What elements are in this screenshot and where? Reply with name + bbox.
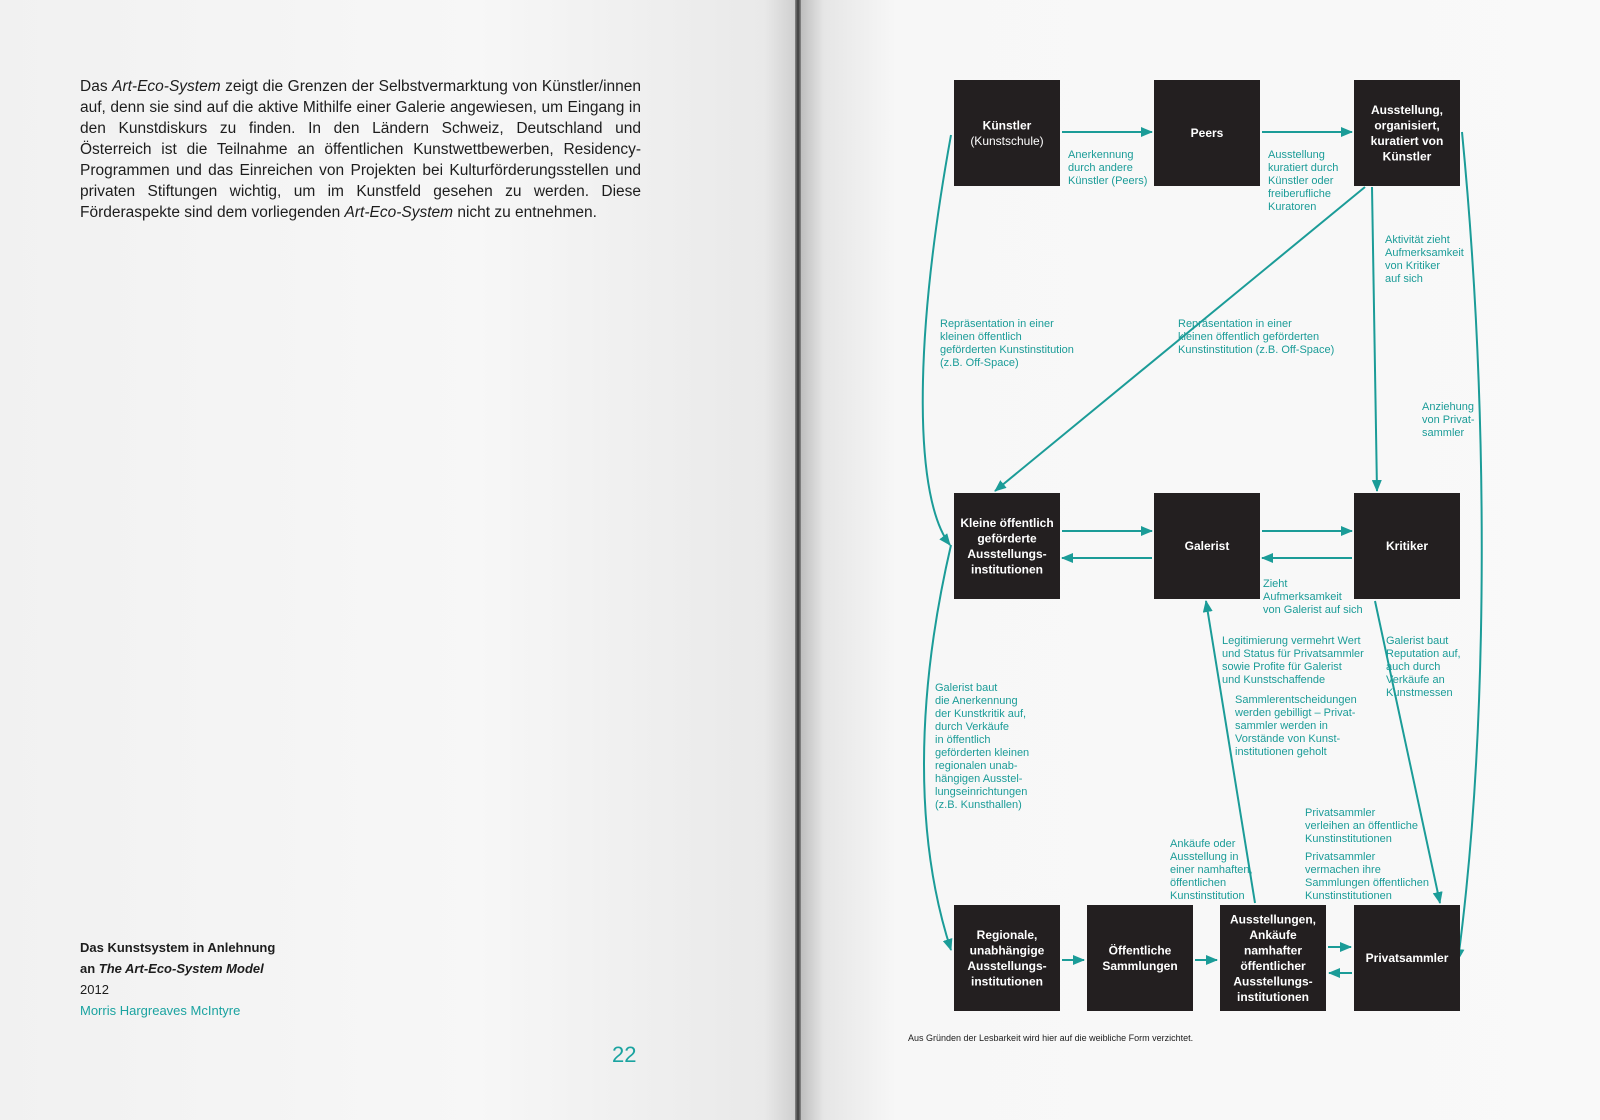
edge-label-line: kleinen öffentlich: [940, 331, 1022, 343]
edge-label-line: verleihen an öffentliche: [1305, 820, 1418, 832]
node-label-line: Kritiker: [1385, 539, 1429, 553]
node-galerist: [1154, 493, 1260, 599]
node-regionale: [954, 905, 1060, 1011]
caption-year: 2012: [80, 982, 109, 997]
edge-label-line: Sammlungen öffentlichen: [1305, 877, 1429, 889]
edge-label-line: Aktivität zieht: [1385, 234, 1450, 246]
node-label-line: organisiert,: [1374, 118, 1440, 133]
edge-label-line: von Kritiker: [1385, 260, 1441, 272]
caption-model-name: The Art-Eco-System Model: [98, 961, 264, 976]
edge-label-vermachen: [1305, 851, 1429, 902]
node-label-line: institutionen: [1237, 989, 1309, 1004]
node-label-line: institutionen: [971, 562, 1043, 577]
edge-label-line: regionalen unab-: [935, 760, 1018, 772]
edge-label-line: öffentlichen: [1170, 877, 1227, 889]
edge-label-line: Privatsammler: [1305, 851, 1376, 863]
node-label-line: kuratiert von: [1370, 133, 1444, 148]
node-privatsammler: [1354, 905, 1460, 1011]
node-label-line: unabhängige: [969, 943, 1045, 958]
node-label-line: Ausstellungs-: [1233, 974, 1313, 989]
edge-label-line: Anziehung: [1422, 401, 1474, 413]
edge-label-galerist_baut: [935, 682, 1029, 811]
edge-label-line: Galerist baut: [935, 682, 998, 694]
paragraph-italic-term: Art-Eco-System: [112, 78, 221, 95]
edge-label-sammlerentscheidungen: [1234, 694, 1357, 758]
edge-label-line: und Status für Privatsammler: [1222, 648, 1364, 660]
edge-label-line: (z.B. Off-Space): [940, 357, 1019, 369]
node-label-line: Künstler: [982, 118, 1032, 133]
node-label-line: geförderte: [977, 531, 1037, 546]
edge-label-line: Repräsentation in einer: [940, 318, 1054, 330]
node-label-line: Peers: [1190, 126, 1224, 140]
node-label-line: Sammlungen: [1102, 958, 1178, 973]
node-label-line: Ausstellungen,: [1229, 912, 1317, 927]
edge-label-line: geförderten Kunstinstitution: [940, 344, 1074, 356]
edge-label-line: sammler: [1422, 427, 1465, 439]
edge-label-line: Kunstinstitution (z.B. Off-Space): [1178, 344, 1335, 356]
edge-label-repraesentation1: [940, 318, 1074, 369]
node-ausstellungen: [1220, 905, 1326, 1011]
edge-label-line: institutionen geholt: [1235, 746, 1327, 758]
edge-label-anerkennung: [1068, 149, 1147, 187]
edge-label-line: Künstler oder: [1268, 175, 1334, 187]
edge-label-ankaeufe: [1170, 838, 1253, 902]
edge-label-line: Künstler (Peers): [1068, 175, 1148, 187]
edge-label-line: Privatsammler: [1305, 807, 1376, 819]
edge-label-repraesentation2: [1178, 318, 1334, 356]
edge-label-zieht: [1263, 578, 1363, 616]
edge-label-line: Galerist baut: [1386, 635, 1449, 647]
edge-label-line: Aufmerksamkeit: [1385, 247, 1464, 259]
caption-subtitle: an The Art-Eco-System Model: [80, 961, 264, 976]
edge-label-line: der Kunstkritik auf,: [935, 708, 1027, 720]
node-kritiker: [1354, 493, 1460, 599]
edge-label-line: Kunstinstitutionen: [1305, 833, 1392, 845]
edge-label-line: Zieht: [1263, 578, 1288, 590]
edge-label-line: Ankäufe oder: [1170, 838, 1236, 850]
node-label-line: Öffentliche: [1108, 943, 1172, 958]
edge-label-line: und Kunstschaffende: [1222, 674, 1326, 686]
edge-label-line: auf sich: [1385, 273, 1423, 285]
edge-label-line: von Privat-: [1422, 414, 1475, 426]
edge-label-line: lungseinrichtungen: [935, 786, 1028, 798]
edge-label-kuratiert: [1268, 149, 1338, 213]
node-label-line: Galerist: [1184, 539, 1230, 553]
edge-label-reputation: [1386, 635, 1461, 699]
edge-label-line: einer namhaften,: [1170, 864, 1253, 876]
node-peers: [1154, 80, 1260, 186]
caption-author: Morris Hargreaves McIntyre: [80, 1003, 241, 1018]
edge-label-line: Vorstände von Kunst-: [1235, 733, 1341, 745]
edge-label-line: Kunstmessen: [1386, 687, 1453, 699]
paragraph-run: zeigt die Grenzen der Selbstvermarktung von Künstler/innen auf, denn sie sind auf die aktive Mithilfe einer Galerie angewiesen, um Eingang in den Kunstdiskurs zu finden. In den Ländern Schweiz, Deutschland und Österreich ist die Teilnahme an öffentlichen Kunstwettbewerben, Residency-Programmen und das Einreichen von Projekten bei Kulturförderungsstellen und privaten Stiftungen wichtig, um im Kunstfeld gesehen zu werden. Diese Förderaspekte sind dem vorliegenden: [80, 78, 641, 221]
edge-label-line: hängigen Ausstel-: [935, 773, 1023, 785]
edge-label-line: Kunstinstitutionen: [1305, 890, 1392, 902]
footnote: Aus Gründen der Lesbarkeit wird hier auf die weibliche Form verzichtet.: [908, 1033, 1194, 1043]
node-label-line: Künstler: [1382, 149, 1432, 164]
edge-label-line: Reputation auf,: [1386, 648, 1461, 660]
edge-label-line: sowie Profite für Galerist: [1222, 661, 1342, 673]
edge-label-line: Repräsentation in einer: [1178, 318, 1292, 330]
node-kuenstler: [954, 80, 1060, 186]
edge-label-line: geförderten kleinen: [935, 747, 1030, 759]
page-number: 22: [612, 1042, 637, 1067]
edge-label-line: vermachen ihre: [1305, 864, 1381, 876]
edge-label-line: freiberufliche: [1268, 188, 1331, 200]
edge-label-line: sammler werden in: [1235, 720, 1328, 732]
edge-label-line: durch Verkäufe: [935, 721, 1009, 733]
edge-label-line: Verkäufe an: [1386, 674, 1445, 686]
edge-label-line: Kuratoren: [1268, 201, 1317, 213]
edge-label-line: Ausstellung: [1268, 149, 1325, 161]
edge-label-verleihen: [1305, 807, 1418, 845]
node-kleine: [954, 493, 1060, 599]
arrow-2: [1372, 187, 1377, 491]
paragraph-italic-term: Art-Eco-System: [344, 204, 454, 221]
caption-title: Das Kunstsystem in Anlehnung: [80, 940, 276, 955]
edge-label-aktivitaet: [1385, 234, 1464, 285]
node-label-line: Kleine öffentlich: [960, 515, 1054, 530]
paragraph-run: nicht zu entnehmen.: [453, 204, 597, 221]
edge-label-line: Aufmerksamkeit: [1263, 591, 1342, 603]
node-label-line: institutionen: [971, 974, 1043, 989]
edge-label-line: die Anerkennung: [935, 695, 1018, 707]
edge-label-legitimierung: [1222, 635, 1364, 686]
node-label-line: öffentlicher: [1240, 958, 1306, 973]
node-label-line: Ausstellungs-: [967, 546, 1047, 561]
edge-label-line: kleinen öffentlich geförderten: [1178, 331, 1320, 343]
node-oeffentliche: [1087, 905, 1193, 1011]
paragraph-run: Das: [80, 78, 113, 95]
node-label-line: Regionale,: [976, 927, 1038, 942]
edge-label-line: Kunstinstitution: [1170, 890, 1245, 902]
edge-label-line: Ausstellung in: [1170, 851, 1239, 863]
edge-label-line: werden gebilligt – Privat-: [1235, 707, 1356, 719]
node-label-line: Ankäufe: [1249, 927, 1297, 942]
node-label-line: Ausstellungs-: [967, 958, 1047, 973]
edge-label-line: durch andere: [1068, 162, 1133, 174]
edge-label-line: von Galerist auf sich: [1263, 604, 1363, 616]
node-label-line: Ausstellung,: [1370, 102, 1444, 117]
edge-label-line: Anerkennung: [1068, 149, 1134, 161]
edge-label-line: auch durch: [1386, 661, 1441, 673]
edge-label-anziehung: [1422, 401, 1475, 439]
edge-label-line: in öffentlich: [935, 734, 991, 746]
edge-label-line: (z.B. Kunsthallen): [935, 799, 1022, 811]
edge-label-line: Sammlerentscheidungen: [1235, 694, 1357, 706]
node-ausstellung: [1354, 80, 1460, 186]
edge-label-line: Legitimierung vermehrt Wert: [1222, 635, 1361, 647]
node-label-line: namhafter: [1243, 943, 1303, 958]
edge-label-line: kuratiert durch: [1268, 162, 1339, 174]
node-label-line: Privatsammler: [1365, 951, 1449, 965]
node-label-line: (Kunstschule): [970, 133, 1044, 148]
